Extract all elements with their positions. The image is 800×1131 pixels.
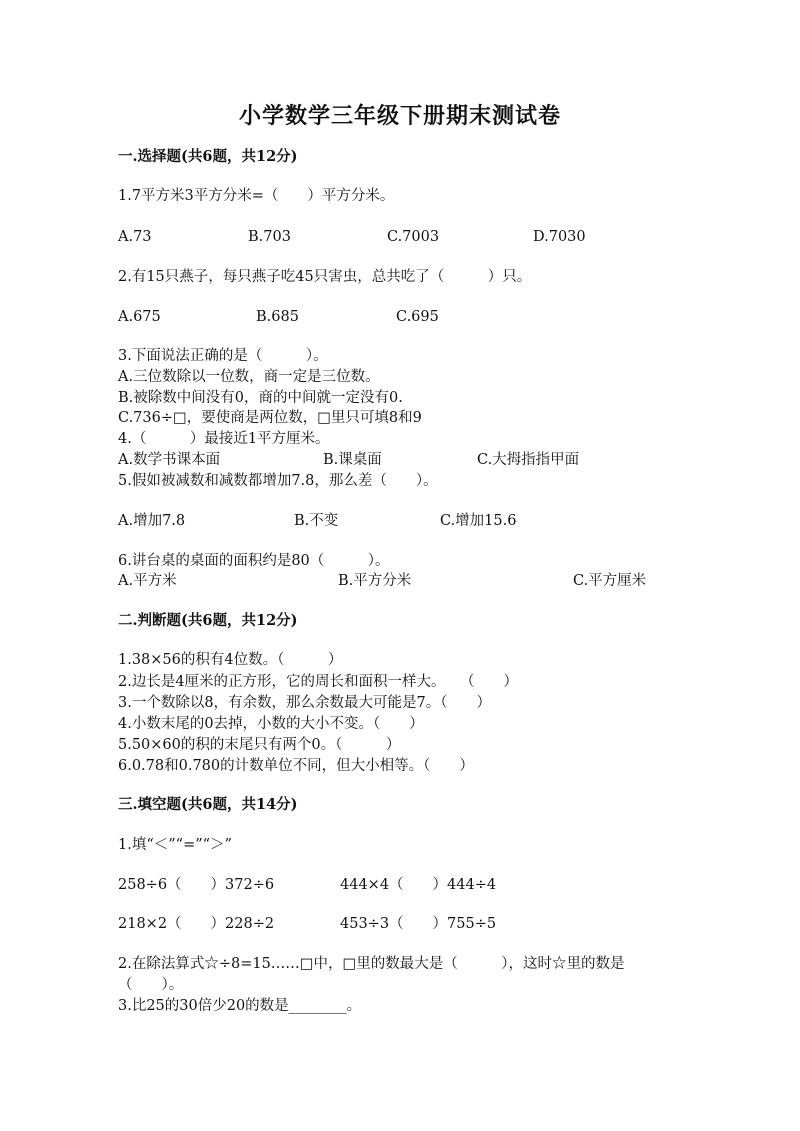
page-title: 小学数学三年级下册期末测试卷 <box>238 103 561 129</box>
choice-q6-stem: 6.讲台桌的桌面的面积约是80（ ）。 <box>118 553 390 569</box>
choice-q1-option-b: B.703 <box>248 229 291 245</box>
judge-item-3: 3.一个数除以8，有余数，那么余数最大可能是7。（ ） <box>118 695 492 711</box>
judge-item-1: 1.38×56的积有4位数。（ ） <box>118 652 343 668</box>
choice-q4-stem: 4.（ ）最接近1平方厘米。 <box>118 431 330 447</box>
choice-q3-option-a: A.三位数除以一位数，商一定是三位数。 <box>118 369 380 385</box>
choice-q1-option-d: D.7030 <box>533 229 586 245</box>
choice-q3-option-c: C.736÷□，要使商是两位数，□里只可填8和9 <box>118 410 422 426</box>
judge-item-4: 4.小数末尾的0去掉，小数的大小不变。（ ） <box>118 716 424 732</box>
fill-q1-compare-2: 444×4（ ）444÷4 <box>340 877 497 893</box>
fill-q1-compare-1: 258÷6（ ）372÷6 <box>118 877 275 893</box>
choice-q6-option-b: B.平方分米 <box>338 573 412 589</box>
choice-q1-option-a: A.73 <box>118 229 152 245</box>
choice-q2-option-b: B.685 <box>256 309 299 325</box>
choice-q1-option-c: C.7003 <box>387 229 440 245</box>
fill-q1-compare-3: 218×2（ ）228÷2 <box>118 916 275 932</box>
fill-q2-line-1: 2.在除法算式☆÷8=15……□中，□里的数最大是（ ），这时☆里的数是 <box>118 956 625 972</box>
choice-q6-option-a: A.平方米 <box>118 573 177 589</box>
fill-q1-compare-4: 453÷3（ ）755÷5 <box>340 916 497 932</box>
choice-q5-stem: 5.假如被减数和减数都增加7.8，那么差（ ）。 <box>118 473 438 489</box>
choice-q5-option-b: B.不变 <box>294 513 339 529</box>
choice-q3-option-b: B.被除数中间没有0，商的中间就一定没有0. <box>118 390 403 406</box>
choice-q2-stem: 2.有15只燕子，每只燕子吃45只害虫，总共吃了（ ）只。 <box>118 269 532 285</box>
choice-q6-option-c: C.平方厘米 <box>573 573 647 589</box>
choice-q5-option-a: A.增加7.8 <box>118 513 186 529</box>
choice-q5-option-c: C.增加15.6 <box>440 513 517 529</box>
section-heading-judge: 二.判断题(共6题，共12分) <box>118 612 298 629</box>
fill-q2-line-2: （ ）。 <box>118 977 184 993</box>
section-heading-fill: 三.填空题(共6题，共14分) <box>118 796 298 813</box>
choice-q3-stem: 3.下面说法正确的是（ ）。 <box>118 348 328 364</box>
choice-q2-option-c: C.695 <box>396 309 439 325</box>
choice-q4-option-c: C.大拇指指甲面 <box>477 452 580 468</box>
choice-q4-option-a: A.数学书课本面 <box>118 452 221 468</box>
fill-q3-stem: 3.比25的30倍少20的数是________。 <box>118 998 362 1014</box>
judge-item-6: 6.0.78和0.780的计数单位不同，但大小相等。（ ） <box>118 758 474 774</box>
judge-item-5: 5.50×60的积的末尾只有两个0。（ ） <box>118 737 401 753</box>
choice-q4-option-b: B.课桌面 <box>323 452 382 468</box>
section-heading-choice: 一.选择题(共6题，共12分) <box>118 148 298 165</box>
choice-q2-option-a: A.675 <box>118 309 161 325</box>
judge-item-2: 2.边长是4厘米的正方形，它的周长和面积一样大。 （ ） <box>118 674 519 690</box>
fill-q1-stem: 1.填“＜”“=”“＞” <box>118 837 232 853</box>
choice-q1-stem: 1.7平方米3平方分米=（ ）平方分米。 <box>118 188 395 204</box>
